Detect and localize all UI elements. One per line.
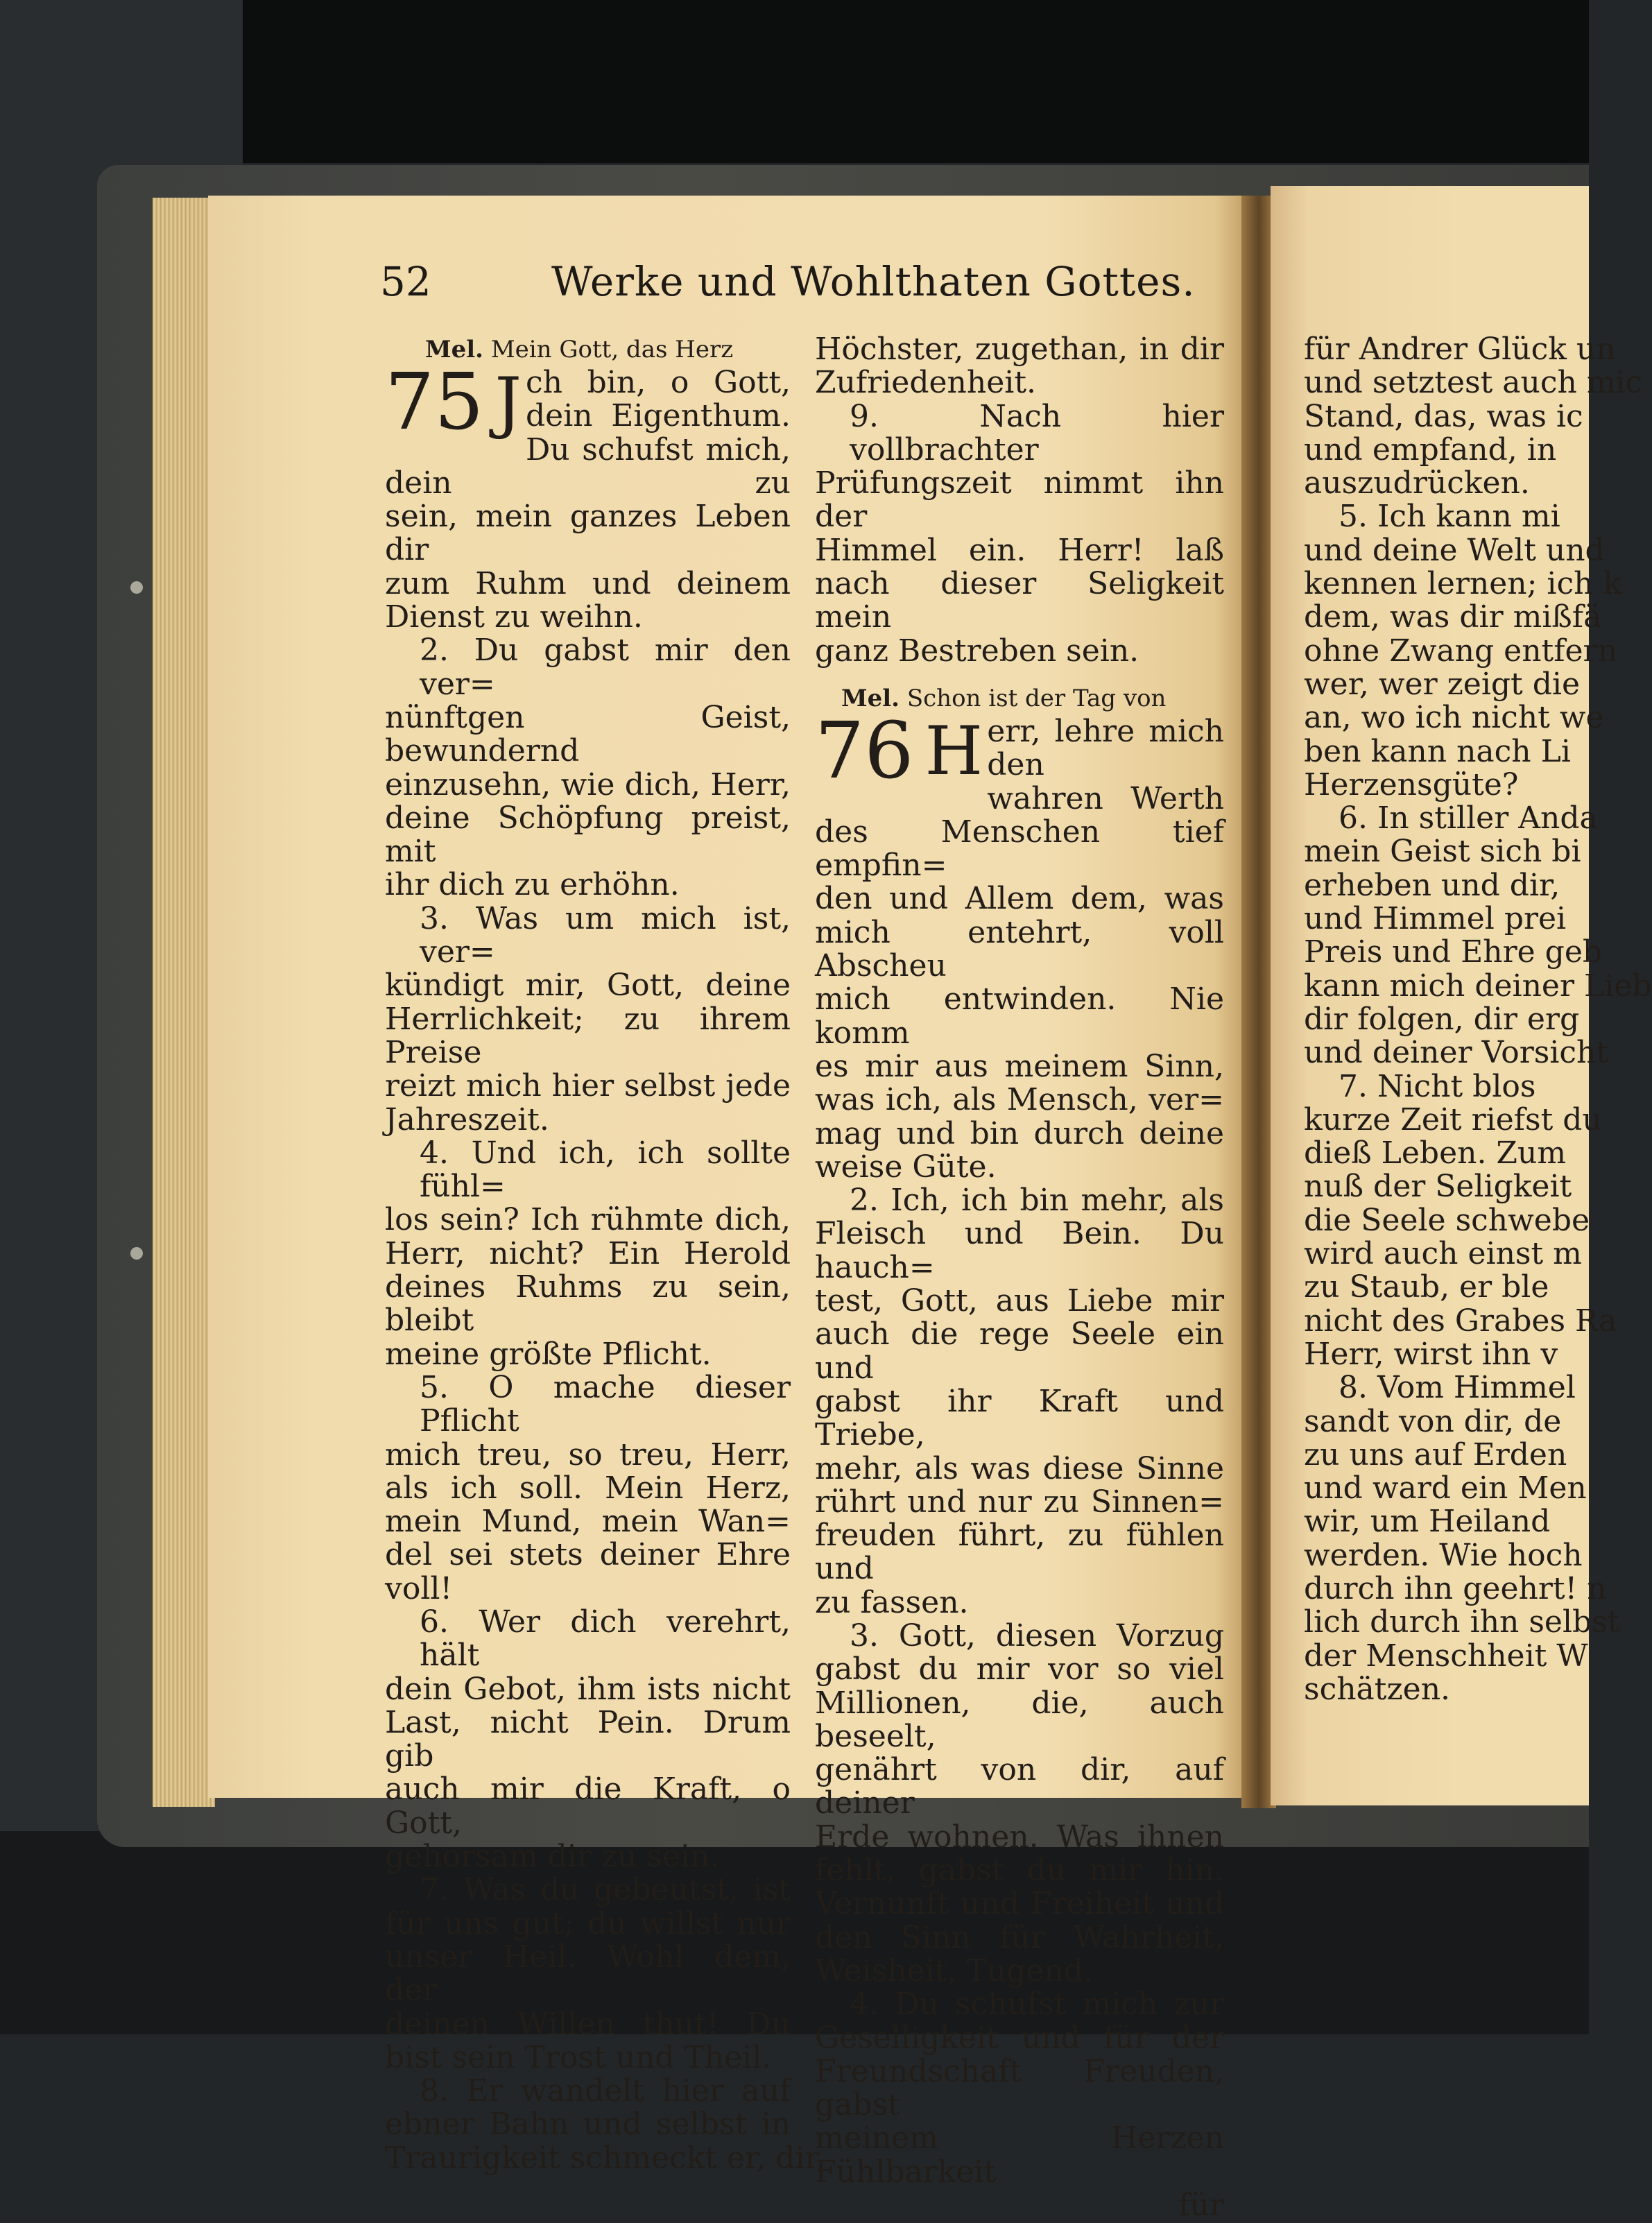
text-line: schätzen.	[1304, 1671, 1451, 1707]
text-line: durch ihn geehrt! n	[1304, 1570, 1607, 1606]
text-line: kennen lernen; ich k	[1304, 566, 1622, 602]
text-line: deines Ruhms zu sein, bleibt	[385, 1269, 791, 1339]
text-line: zu uns auf Erden	[1304, 1436, 1567, 1473]
text-line: nach dieser Seligkeit mein	[815, 566, 1224, 635]
text-line: nicht des Grabes Ra	[1304, 1303, 1617, 1339]
text-line: dein Eigenthum.	[526, 398, 791, 434]
text-line: Jahreszeit.	[385, 1101, 549, 1138]
text-line: nünftgen Geist, bewundernd	[385, 699, 791, 769]
text-line: werden. Wie hoch	[1304, 1537, 1583, 1573]
text-line: und setztest auch mic	[1304, 365, 1643, 401]
text-line: einzusehn, wie dich, Herr,	[385, 766, 791, 802]
cover-rivet-icon	[130, 1247, 143, 1260]
text-line: mag und bin durch deine	[815, 1115, 1224, 1151]
text-line: err, lehre mich den	[987, 713, 1224, 783]
text-line: Freundschaft Freuden, gabst	[815, 2053, 1224, 2123]
text-line: bist sein Trost und Theil.	[385, 2039, 772, 2075]
cover-rivet-icon	[130, 581, 143, 594]
text-line: Weisheit, Tugend.	[815, 1952, 1093, 1989]
hymn-number: 75	[385, 357, 484, 447]
text-line: Herrlichkeit; zu ihrem Preise	[385, 1001, 791, 1070]
text-line: für uns gut; du willst nur	[385, 1905, 791, 1941]
hymn-block	[815, 705, 1224, 2223]
text-line: 8. Er wandelt hier auf	[420, 2073, 791, 2109]
melody-line	[815, 682, 1224, 715]
text-line: 3. Gott, diesen Vorzug	[850, 1617, 1224, 1654]
text-line: ch bin, o Gott,	[526, 365, 791, 400]
text-line: Traurigkeit schmeckt er, dir,	[385, 2140, 826, 2176]
hymn-number: 76	[815, 705, 914, 796]
text-line: gabst du mir vor so viel	[815, 1651, 1224, 1688]
text-line: ebner Bahn und selbst in	[385, 2106, 791, 2143]
text-line: dieß Leben. Zum	[1304, 1135, 1567, 1171]
text-line: für Andrer Glück un	[1304, 332, 1616, 367]
melody-label: Mel.	[841, 684, 900, 712]
text-line: 9. Nach hier vollbrachter	[850, 398, 1224, 467]
text-line: Millionen, die, auch beseelt,	[815, 1685, 1224, 1754]
text-line: wahren Werth	[987, 780, 1224, 816]
text-line: Last, nicht Pein. Drum gib	[385, 1704, 791, 1774]
text-line: die Seele schwebe	[1304, 1202, 1590, 1238]
page-number: 52	[380, 258, 431, 305]
text-line: Erde wohnen. Was ihnen	[815, 1819, 1224, 1855]
text-line: und deine Welt und	[1304, 532, 1605, 568]
text-line: gabst ihr Kraft und Triebe,	[815, 1383, 1224, 1453]
text-line: kann mich deiner Lieb	[1304, 968, 1652, 1004]
text-line: für	[1178, 2188, 1224, 2223]
text-line: 5. Ich kann mi	[1339, 499, 1560, 535]
right-page-clip	[1276, 319, 1652, 1803]
text-line: mein Mund, mein Wan=	[385, 1504, 791, 1540]
text-line: 5. O mache dieser Pflicht	[420, 1369, 791, 1439]
text-line: los sein? Ich rühmte dich,	[385, 1202, 791, 1238]
text-line: an, wo ich nicht we	[1304, 700, 1604, 736]
text-line: Dienst zu weihn.	[385, 599, 643, 635]
text-line: zu Staub, er ble	[1304, 1269, 1549, 1305]
text-line: lich durch ihn selbst	[1304, 1604, 1620, 1640]
text-line: mich treu, so treu, Herr,	[385, 1436, 791, 1473]
text-line: reizt mich hier selbst jede	[385, 1068, 791, 1104]
melody-label: Mel.	[425, 336, 484, 363]
hymn-block	[385, 357, 826, 2176]
text-line: 7. Nicht blos	[1339, 1068, 1536, 1104]
text-line: ihr dich zu erhöhn.	[385, 867, 680, 903]
text-line: auch mir die Kraft, o Gott,	[385, 1771, 791, 1841]
text-line: genährt von dir, auf deiner	[815, 1752, 1224, 1821]
text-line: rührt und nur zu Sinnen=	[815, 1484, 1224, 1520]
text-line: dir folgen, dir erg	[1304, 1001, 1580, 1037]
text-line: Himmel ein. Herr! laß	[815, 532, 1224, 568]
text-line: was ich, als Mensch, ver=	[815, 1082, 1224, 1118]
text-line: mehr, als was diese Sinne	[815, 1450, 1224, 1486]
melody-title: Schon ist der Tag von	[906, 684, 1167, 712]
text-line: fehlt, gabst du mir hin.	[815, 1853, 1224, 1889]
text-line: meinem Herzen Fühlbarkeit	[815, 2120, 1224, 2190]
hymn-lines	[815, 705, 1224, 2223]
text-line: dem, was dir mißfä	[1304, 599, 1602, 635]
text-line: Herzensgüte?	[1304, 766, 1519, 802]
text-line: zu fassen.	[815, 1584, 969, 1620]
text-line: deinen Willen thut! Du	[385, 2006, 791, 2042]
drop-cap: H	[924, 712, 983, 790]
text-line: wer, wer zeigt die	[1304, 666, 1580, 702]
text-line: mein Geist sich bi	[1304, 834, 1581, 870]
text-line: dein Gebot, ihm ists nicht	[385, 1671, 791, 1707]
text-line: den Sinn für Wahrheit,	[815, 1919, 1224, 1955]
text-line: kurze Zeit riefst du	[1304, 1101, 1602, 1138]
text-line: sein, mein ganzes Leben dir	[385, 499, 791, 568]
text-column-2	[815, 333, 1224, 2222]
text-line: test, Gott, aus Liebe mir	[815, 1283, 1224, 1319]
text-line: Prüfungszeit nimmt ihn der	[815, 465, 1224, 535]
text-column-1	[385, 333, 826, 2176]
text-line: auch die rege Seele ein und	[815, 1316, 1224, 1386]
text-line: ben kann nach Li	[1304, 733, 1571, 769]
melody-title: Mein Gott, das Herz	[490, 336, 734, 363]
text-line: des Menschen tief empfin=	[815, 814, 1224, 884]
text-line: del sei stets deiner Ehre	[385, 1537, 791, 1573]
text-line: Preis und Ehre geb	[1304, 934, 1603, 970]
text-line: meine größte Pflicht.	[385, 1336, 712, 1372]
text-line: Geselligkeit und für der	[815, 2020, 1224, 2056]
text-line: kündigt mir, Gott, deine	[385, 968, 791, 1004]
text-line: 6. Wer dich verehrt, hält	[420, 1604, 791, 1674]
text-line: zum Ruhm und deinem	[385, 565, 791, 601]
text-line: Zufriedenheit.	[815, 365, 1036, 401]
text-line: 2. Ich, ich bin mehr, als	[850, 1183, 1224, 1219]
text-line: und Himmel prei	[1304, 901, 1567, 937]
text-line: sandt von dir, de	[1304, 1403, 1562, 1439]
melody-line	[385, 333, 791, 366]
background-bottom	[0, 1831, 1589, 2034]
text-line: erheben und dir,	[1304, 867, 1560, 903]
text-line: 6. In stiller Anda	[1339, 800, 1598, 836]
text-line: nuß der Seligkeit	[1304, 1169, 1572, 1205]
text-column-3	[1304, 332, 1652, 1707]
text-line: es mir aus meinem Sinn,	[815, 1048, 1224, 1084]
text-line: und empfand, in	[1304, 431, 1557, 467]
text-line: unser Heil. Wohl dem, der	[385, 1939, 791, 2009]
text-line: freuden führt, zu fühlen und	[815, 1518, 1224, 1587]
hymn-75-continuation	[815, 333, 1224, 668]
text-line: mich entehrt, voll Abscheu	[815, 914, 1224, 984]
text-line: wird auch einst m	[1304, 1236, 1582, 1272]
text-line: Herr, wirst ihn v	[1304, 1336, 1558, 1372]
text-line: ohne Zwang entfern	[1304, 633, 1617, 669]
text-line: 2. Du gabst mir den ver=	[420, 633, 791, 702]
text-line: Fleisch und Bein. Du hauch=	[815, 1216, 1224, 1285]
running-head: Werke und Wohlthaten Gottes.	[551, 258, 1196, 305]
text-line: 3. Was um mich ist, ver=	[420, 900, 791, 970]
text-line: Stand, das, was ic	[1304, 398, 1583, 434]
hymn-lines	[385, 357, 826, 2176]
text-line: Vernunft und Freiheit und	[815, 1886, 1224, 1922]
text-line: und ward ein Men	[1304, 1470, 1587, 1507]
text-line: voll!	[385, 1570, 453, 1606]
text-line: auszudrücken.	[1304, 465, 1530, 501]
text-line: 8. Vom Himmel	[1339, 1370, 1576, 1406]
text-line: 7. Was du gebeutst, ist	[420, 1872, 791, 1908]
text-line: als ich soll. Mein Herz,	[385, 1470, 791, 1506]
page-edges	[153, 198, 215, 1807]
text-line: den und Allem dem, was	[815, 881, 1224, 917]
text-line: weise Güte.	[815, 1149, 997, 1185]
text-line: und deiner Vorsicht	[1304, 1035, 1609, 1071]
text-line: Du schufst mich, dein zu	[385, 431, 791, 501]
text-line: 4. Du schufst mich zur	[850, 1986, 1224, 2023]
text-line: mich entwinden. Nie komm	[815, 981, 1224, 1051]
text-line: ganz Bestreben sein.	[815, 633, 1139, 669]
text-line: Herr, nicht? Ein Herold	[385, 1235, 791, 1271]
text-line: gehorsam dir zu sein.	[385, 1839, 720, 1875]
text-line: der Menschheit W	[1304, 1638, 1588, 1674]
drop-cap: J	[494, 363, 522, 441]
text-line: wir, um Heiland	[1304, 1504, 1551, 1540]
text-line: deine Schöpfung preist, mit	[385, 800, 791, 870]
text-line: Höchster, zugethan, in dir	[815, 332, 1224, 367]
text-line: 4. Und ich, ich sollte fühl=	[420, 1135, 791, 1205]
